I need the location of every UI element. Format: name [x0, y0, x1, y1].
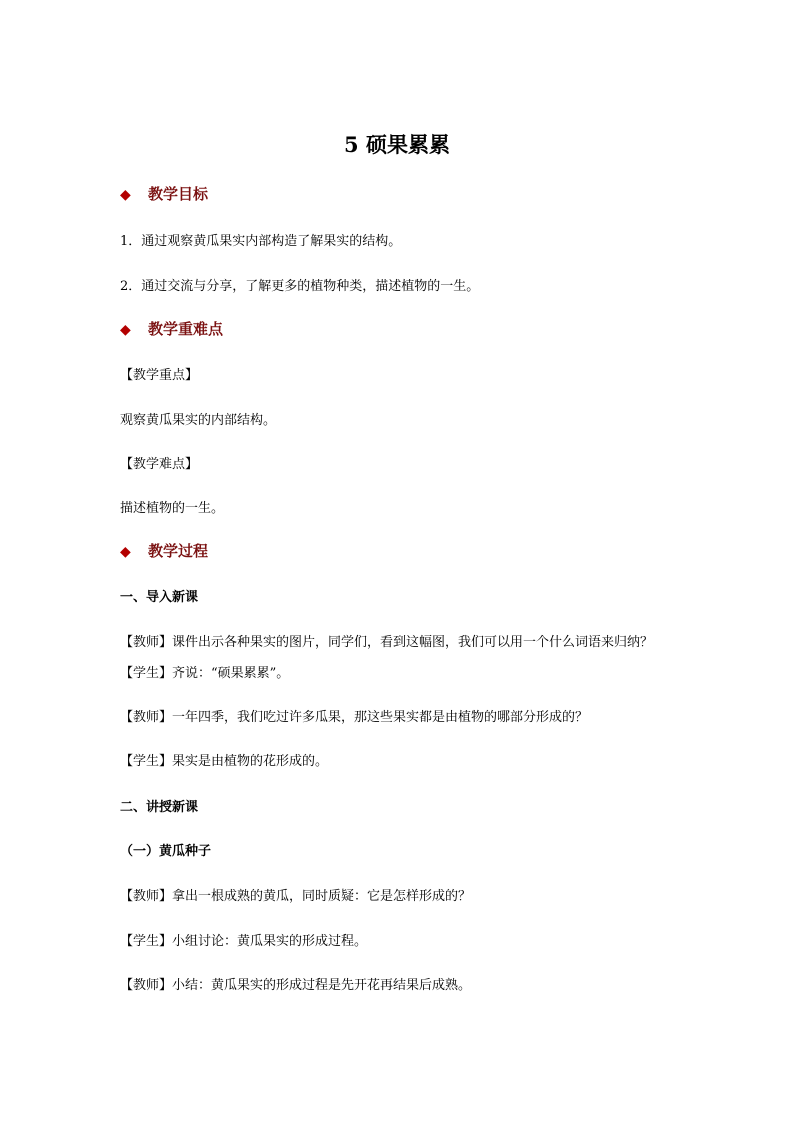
- dialogue-line: 【学生】果实是由植物的花形成的。: [120, 754, 329, 769]
- section-heading-text: 教学过程: [148, 542, 209, 560]
- page-title: 5 硕果累累: [344, 132, 450, 157]
- dialogue-line: 【学生】小组讨论：黄瓜果实的形成过程。: [120, 934, 368, 949]
- dialogue-line: 【教师】课件出示各种果实的图片，同学们，看到这幅图，我们可以用一个什么词语来归纳？: [120, 635, 654, 650]
- diamond-icon: ◆: [120, 322, 131, 338]
- diamond-icon: ◆: [120, 544, 131, 560]
- dialogue-line: 【学生】齐说：“硕果累累”。: [120, 666, 290, 681]
- dialogue-line: 【教师】拿出一根成熟的黄瓜，同时质疑：它是怎样形成的？: [120, 889, 472, 904]
- diamond-icon: ◆: [120, 187, 131, 203]
- goal-item: 2．通过交流与分享，了解更多的植物种类，描述植物的一生。: [120, 279, 480, 294]
- goal-item: 1．通过观察黄瓜果实内部构造了解果实的结构。: [120, 234, 402, 249]
- section-heading-goals: [120, 183, 208, 204]
- difficulty-label: 【教学难点】: [120, 457, 199, 472]
- dialogue-line: 【教师】小结：黄瓜果实的形成过程是先开花再结果后成熟。: [120, 978, 472, 993]
- difficulty-text: 描述植物的一生。: [120, 501, 225, 516]
- part-heading: 二、讲授新课: [120, 800, 199, 815]
- section-heading-keypoints: [120, 318, 223, 339]
- section-heading-text: 教学目标: [148, 185, 209, 203]
- dialogue-line: 【教师】一年四季，我们吃过许多瓜果，那这些果实都是由植物的哪部分形成的？: [120, 710, 589, 725]
- sub-heading: （一）黄瓜种子: [120, 844, 212, 859]
- section-heading-process: [120, 540, 208, 561]
- key-label: 【教学重点】: [120, 368, 199, 383]
- key-text: 观察黄瓜果实的内部结构。: [120, 413, 277, 428]
- part-heading: 一、导入新课: [120, 590, 199, 605]
- section-heading-text: 教学重难点: [148, 320, 224, 338]
